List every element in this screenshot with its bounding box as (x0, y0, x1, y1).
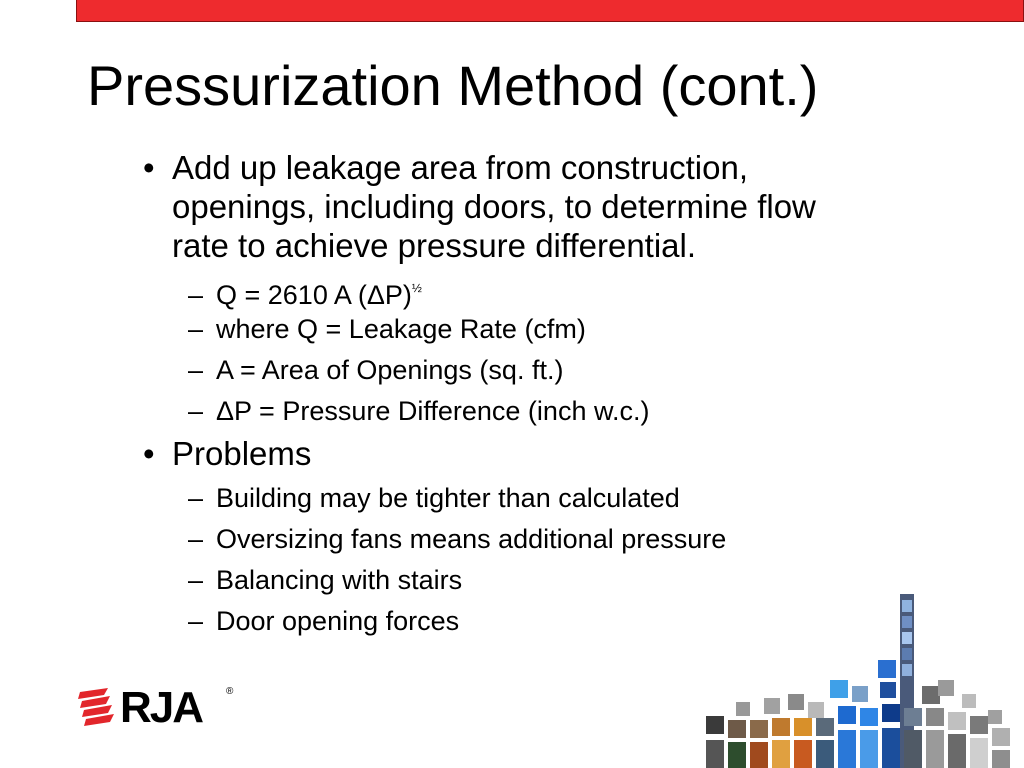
sub-bullet-item (188, 354, 948, 386)
bullet-item (143, 434, 963, 473)
sub-bullet-text: Oversizing fans means additional pressure (216, 524, 727, 554)
dash-marker: – (188, 483, 204, 513)
sub-bullet-item (188, 523, 948, 555)
dash-marker: – (188, 280, 204, 310)
sub-bullet-item (188, 395, 948, 427)
sub-bullet-text: Door opening forces (216, 606, 460, 636)
sub-bullet-text: where Q = Leakage Rate (cfm) (216, 314, 586, 344)
dash-marker: – (188, 565, 204, 595)
dash-marker: – (188, 314, 204, 344)
skyline-mosaic-image (700, 590, 1024, 768)
sub-bullet-item (188, 313, 948, 345)
flame-stripes-icon (78, 686, 118, 732)
sub-bullet-item (188, 482, 948, 514)
registered-mark: ® (226, 686, 234, 697)
formula-text: Q = 2610 A (ΔP) (216, 280, 412, 310)
bullet-item (143, 148, 963, 265)
bullet-line: Add up leakage area from construction, (172, 149, 749, 186)
bullet-marker: • (143, 435, 155, 472)
bullet-line: rate to achieve pressure differential. (172, 227, 697, 264)
mosaic-tiles (706, 660, 1010, 768)
logo-wordmark: RJA (120, 683, 203, 732)
dash-marker: – (188, 396, 204, 426)
sub-bullet-text: Balancing with stairs (216, 565, 463, 595)
slide-title: Pressurization Method (cont.) (87, 54, 819, 117)
bullet-text (172, 148, 963, 265)
sub-bullet-item (188, 272, 948, 311)
dash-marker: – (188, 355, 204, 385)
rja-logo (78, 683, 238, 732)
sub-bullet-text: ΔP = Pressure Difference (inch w.c.) (216, 396, 650, 426)
dash-marker: – (188, 606, 204, 636)
formula-superscript: ½ (411, 281, 422, 295)
bullet-text: Problems (172, 435, 312, 472)
sub-bullet-text: Building may be tighter than calculated (216, 483, 680, 513)
bullet-line: openings, including doors, to determine flow (172, 188, 816, 225)
sub-bullet-text: A = Area of Openings (sq. ft.) (216, 355, 564, 385)
bullet-marker: • (143, 149, 155, 186)
dash-marker: – (188, 524, 204, 554)
